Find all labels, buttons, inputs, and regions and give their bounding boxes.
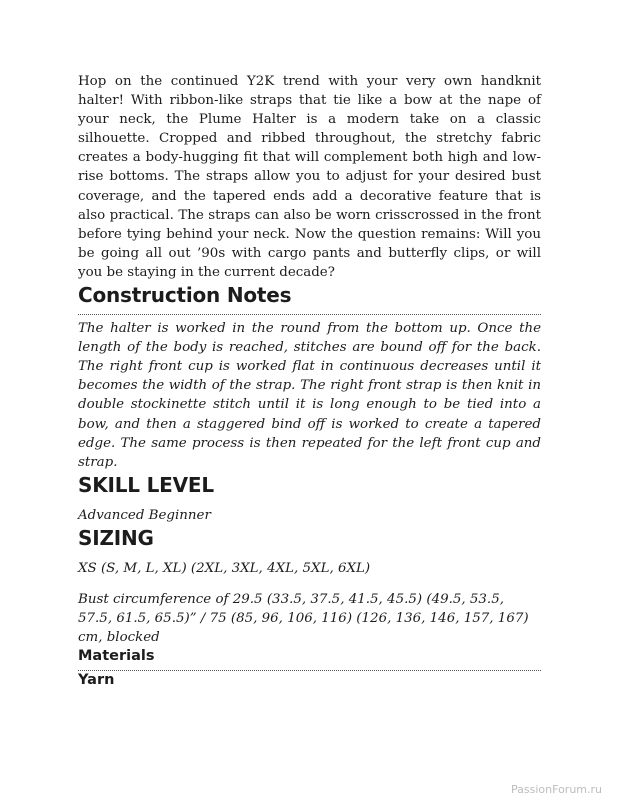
sizes-list: XS (S, M, L, XL) (2XL, 3XL, 4XL, 5XL, 6XL) — [78, 560, 371, 576]
materials-heading: Materials — [78, 648, 155, 665]
construction-notes-text: The halter is worked in the round from the bottom up. Once the length of the body is reached, stitches are bound off for the back. The right front cup is worked flat in continuous decreases until it becomes the width of the strap. The right front strap is then knit in double stockinette stitch until it is long enough to be tied into a bow, and then a staggered bind off is worked to create a tapered edge. The same process is then repeated for the left front cup and strap. — [78, 321, 541, 470]
skill-level-text: Advanced Beginner — [78, 507, 211, 523]
watermark: PassionForum.ru — [511, 783, 602, 796]
construction-notes-heading: Construction Notes — [78, 283, 292, 308]
intro-paragraph: Hop on the continued Y2K trend with your very own handknit halter! With ribbon-like straps that tie like a bow at the nape of your neck, the Plume Halter is a modern take on a classic silhouette. Cropped and ribbed throughout, the stretchy fabric creates a body-hugging fit that will complement both high and low-rise bottoms. The straps allow you to adjust for your desired bust coverage, and the tapered ends add a decorative feature that is also practical. The straps can also be worn crisscrossed in the front before tying behind your neck. Now the question remains: Will you be going all out ’90s with cargo pants and butterfly clips, or will you be staying in the current decade? — [78, 74, 541, 280]
yarn-heading: Yarn — [78, 672, 115, 689]
skill-level-heading: SKILL LEVEL — [78, 472, 214, 497]
section-divider — [78, 314, 541, 315]
sizing-heading: SIZING — [78, 525, 154, 550]
page-content — [78, 72, 541, 690]
bust-circumference-text: Bust circumference of 29.5 (33.5, 37.5, 41.5, 45.5) (49.5, 53.5, 57.5, 61.5, 65.5)” / 75 (85, 96, 106, 116) (126, 136, 146, 157, 167) cm, blocked — [78, 591, 529, 646]
